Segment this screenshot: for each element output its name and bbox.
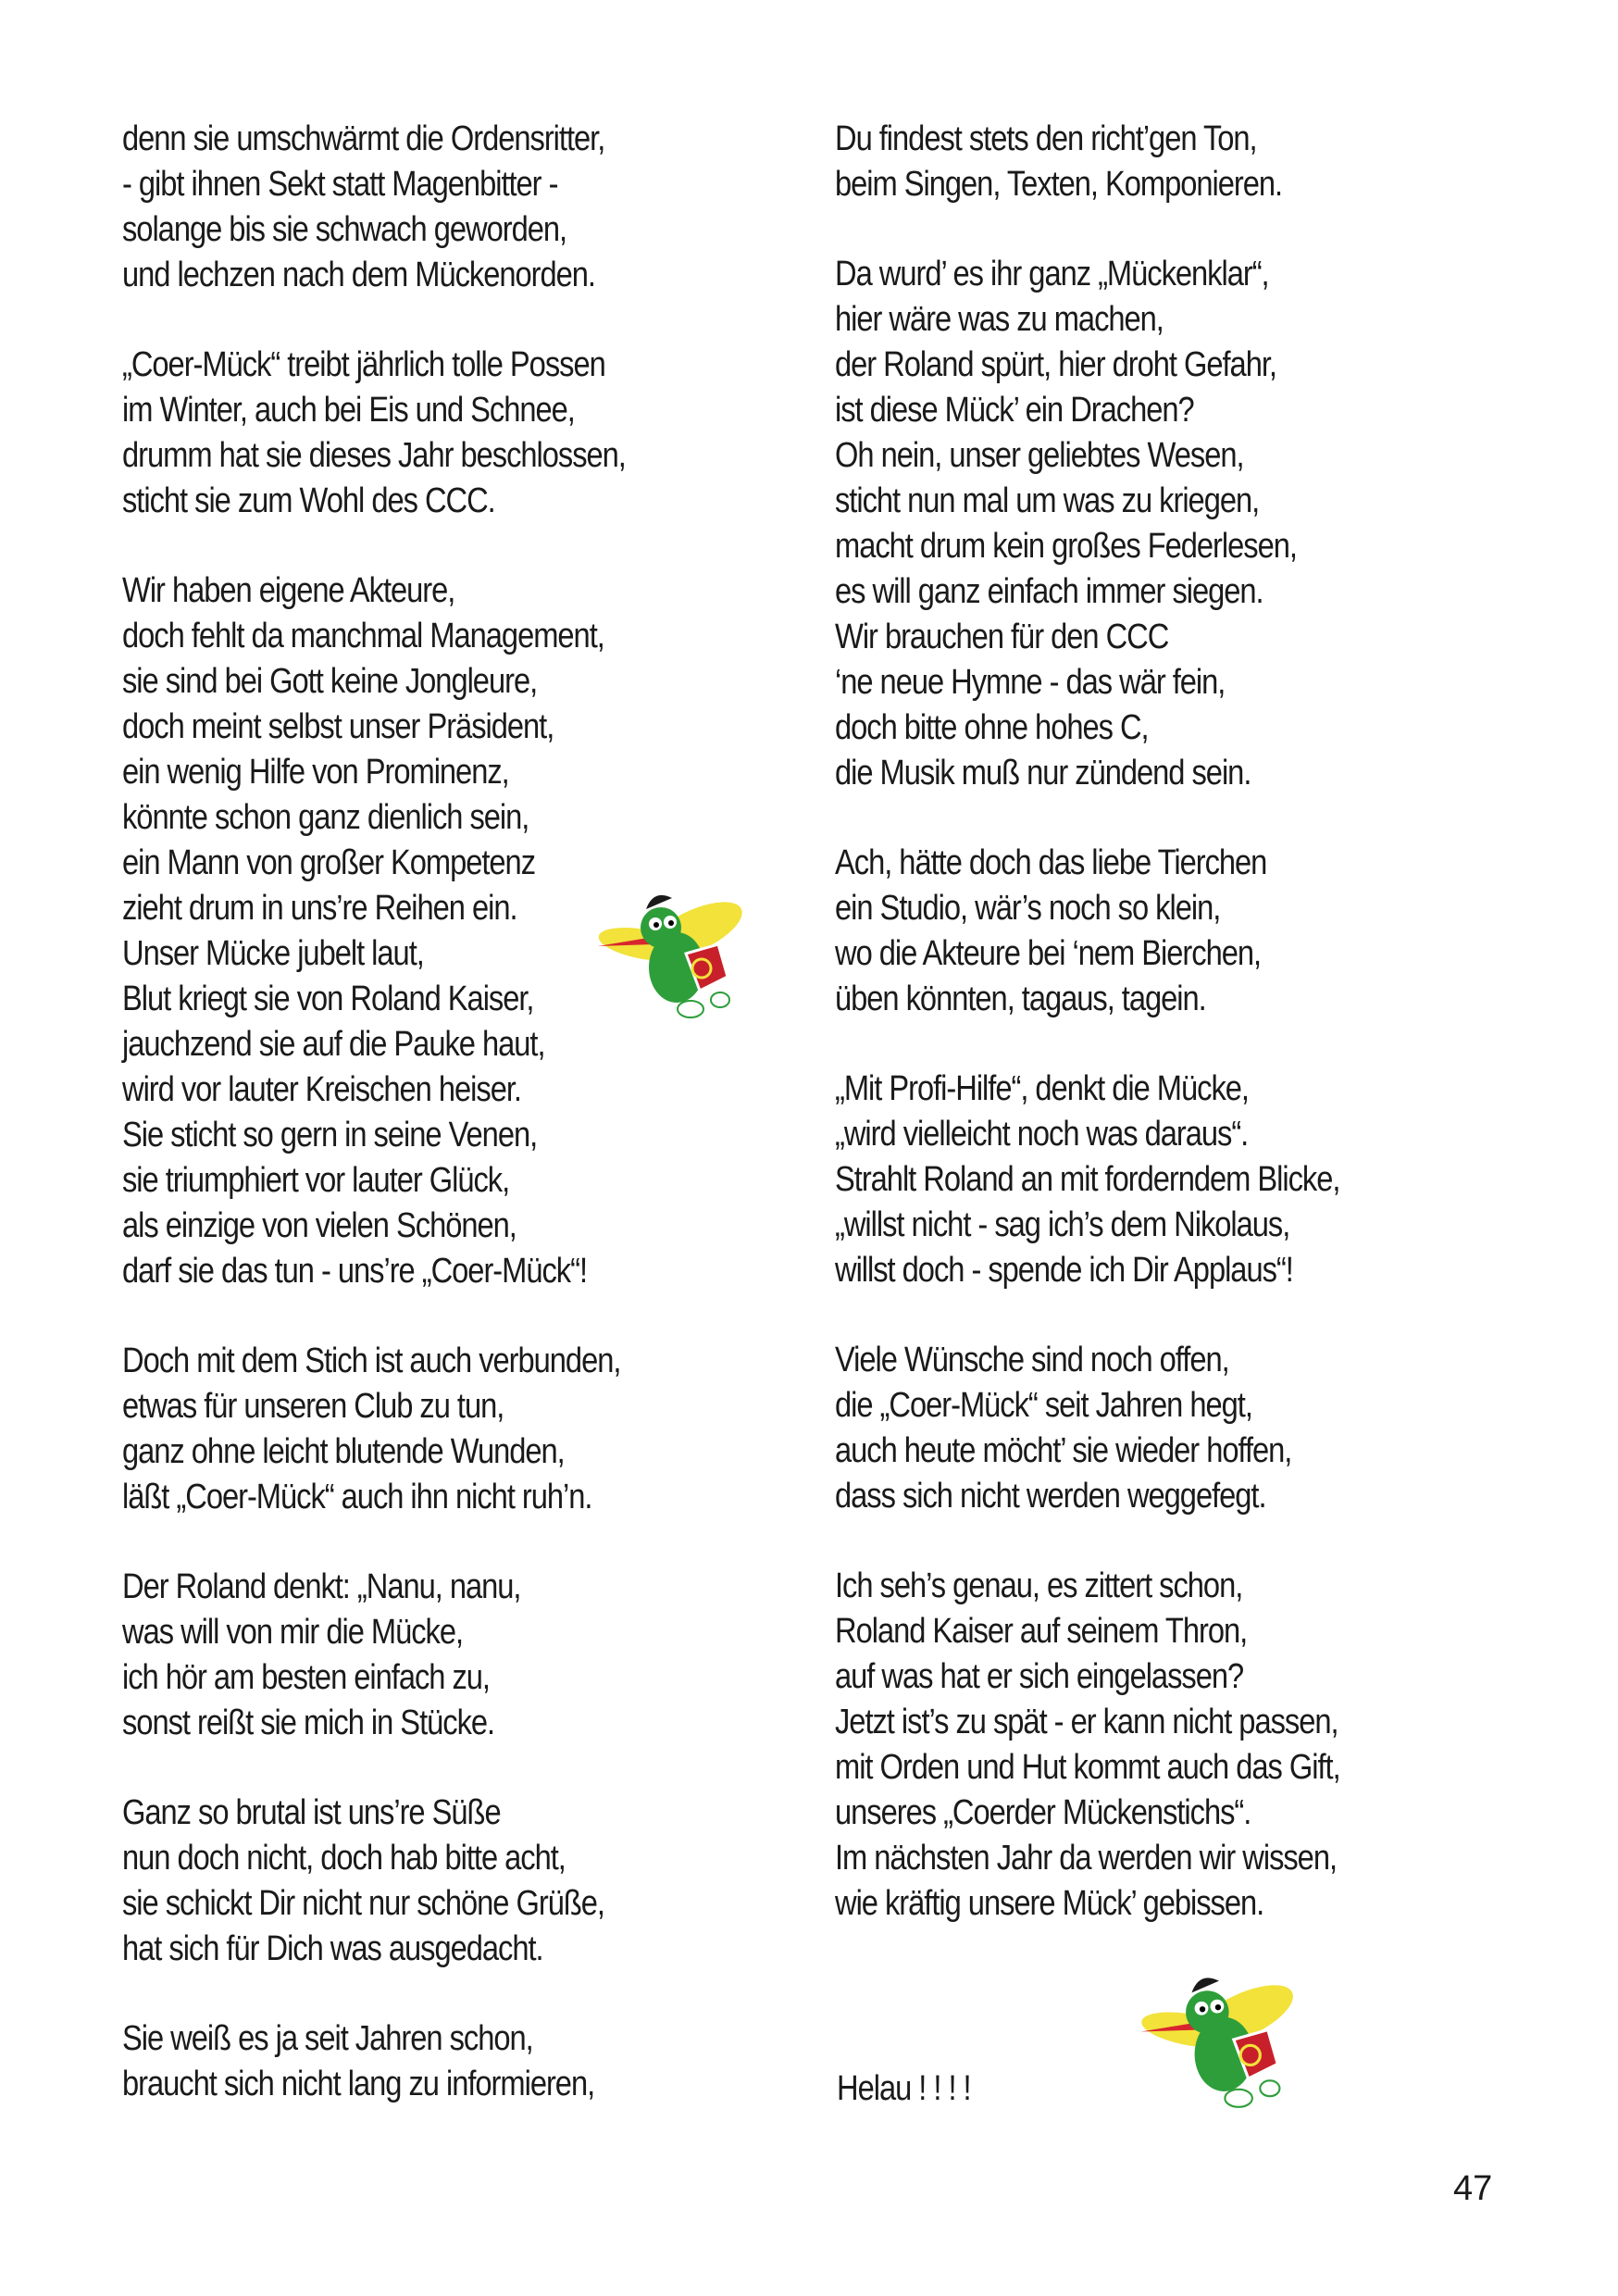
stanza [835, 117, 1483, 207]
poem-line: ein Mann von großer Kompetenz [122, 843, 536, 882]
stanza [122, 2016, 789, 2107]
poem-line: jauchzend sie auf die Pauke haut, [122, 1025, 545, 1064]
poem-line: als einzige von vielen Schönen, [122, 1206, 517, 1245]
stanza [122, 1565, 789, 1746]
poem-line: ein wenig Hilfe von Prominenz, [122, 753, 509, 792]
poem-line: „willst nicht - sag ich’s dem Nikolaus, [835, 1205, 1290, 1244]
poem-line: nun doch nicht, doch hab bitte acht, [122, 1839, 566, 1878]
poem-line: und lechzen nach dem Mückenorden. [122, 256, 595, 294]
poem-line: mit Orden und Hut kommt auch das Gift, [835, 1748, 1340, 1787]
poem-line: „Coer-Mück“ treibt jährlich tolle Possen [122, 345, 605, 384]
poem-line: denn sie umschwärmt die Ordensritter, [122, 119, 605, 158]
poem-line: - gibt ihnen Sekt statt Magenbitter - [122, 165, 558, 204]
poem-line: wo die Akteure bei ‘nem Bierchen, [835, 934, 1262, 973]
poem-line: sie triumphiert vor lauter Glück, [122, 1161, 510, 1200]
poem-line: ganz ohne leicht blutende Wunden, [122, 1432, 565, 1471]
poem-line: ich hör am besten einfach zu, [122, 1658, 490, 1697]
poem-line: braucht sich nicht lang zu informieren, [122, 2065, 595, 2103]
poem-line: doch meint selbst unser Präsident, [122, 707, 554, 746]
poem-line: auch heute möcht’ sie wieder hoffen, [835, 1431, 1292, 1470]
poem-line: hat sich für Dich was ausgedacht. [122, 1929, 543, 1968]
stanza [122, 343, 789, 524]
stanza [835, 1338, 1483, 1519]
stanza [835, 252, 1483, 796]
poem-line: läßt „Coer-Mück“ auch ihn nicht ruh’n. [122, 1478, 592, 1516]
poem-line: Du findest stets den richt’gen Ton, [835, 119, 1257, 158]
stanza [835, 1067, 1483, 1293]
poem-line: ein Studio, wär’s noch so klein, [835, 889, 1221, 928]
poem-line: solange bis sie schwach geworden, [122, 210, 567, 249]
mosquito-mascot-icon [1131, 1961, 1307, 2118]
poem-line: Unser Mücke jubelt laut, [122, 934, 424, 973]
poem-line: willst doch - spende ich Dir Applaus“! [835, 1251, 1293, 1290]
poem-line: ist diese Mück’ ein Drachen? [835, 391, 1194, 430]
poem-line: üben könnten, tagaus, tagein. [835, 980, 1206, 1018]
page-number: 47 [1453, 2169, 1493, 2208]
poem-line: Roland Kaiser auf seinem Thron, [835, 1612, 1248, 1651]
poem-line: „wird vielleicht noch was daraus“. [835, 1115, 1249, 1154]
poem-line: sie schickt Dir nicht nur schöne Grüße, [122, 1884, 604, 1923]
poem-line: Sie weiß es ja seit Jahren schon, [122, 2019, 533, 2058]
poem-line: etwas für unseren Club zu tun, [122, 1387, 504, 1426]
poem-line: zieht drum in uns’re Reihen ein. [122, 889, 517, 928]
poem-line: die „Coer-Mück“ seit Jahren hegt, [835, 1386, 1252, 1425]
poem-line: hier wäre was zu machen, [835, 300, 1164, 339]
poem-line: doch bitte ohne hohes C, [835, 708, 1149, 747]
poem-line: Im nächsten Jahr da werden wir wissen, [835, 1839, 1338, 1878]
poem-line: Wir haben eigene Akteure, [122, 571, 455, 610]
poem-line: Da wurd’ es ihr ganz „Mückenklar“, [835, 255, 1269, 293]
poem-line: Wir brauchen für den CCC [835, 618, 1169, 656]
poem-line: macht drum kein großes Federlesen, [835, 527, 1297, 566]
poem-line: unseres „Coerder Mückenstichs“. [835, 1793, 1251, 1832]
poem-line: Ach, hätte doch das liebe Tierchen [835, 843, 1267, 882]
poem-line: die Musik muß nur zündend sein. [835, 754, 1251, 792]
poem-line: doch fehlt da manchmal Management, [122, 617, 604, 655]
poem-line: Oh nein, unser geliebtes Wesen, [835, 436, 1244, 475]
poem-line: sticht sie zum Wohl des CCC. [122, 481, 495, 520]
stanza [122, 1791, 789, 1972]
poem-line: „Mit Profi-Hilfe“, denkt die Mücke, [835, 1069, 1249, 1108]
poem-line: sonst reißt sie mich in Stücke. [122, 1703, 495, 1742]
poem-line: Blut kriegt sie von Roland Kaiser, [122, 980, 534, 1018]
poem-line: der Roland spürt, hier droht Gefahr, [835, 345, 1276, 384]
poem-line: beim Singen, Texten, Komponieren. [835, 165, 1283, 204]
stanza [835, 1564, 1483, 1927]
poem-line: drumm hat sie dieses Jahr beschlossen, [122, 436, 626, 475]
poem-line: ‘ne neue Hymne - das wär fein, [835, 663, 1226, 702]
poem-left-column [122, 117, 789, 2152]
poem-line: könnte schon ganz dienlich sein, [122, 798, 529, 837]
poem-right-column [835, 117, 1483, 1971]
poem-line: dass sich nicht werden weggefegt. [835, 1477, 1266, 1516]
poem-line: was will von mir die Mücke, [122, 1613, 464, 1652]
stanza [122, 117, 789, 298]
poem-line: darf sie das tun - uns’re „Coer-Mück“! [122, 1252, 588, 1291]
poem-line: Sie sticht so gern in seine Venen, [122, 1116, 538, 1154]
poem-line: Jetzt ist’s zu spät - er kann nicht passen, [835, 1703, 1338, 1741]
mosquito-mascot-icon [589, 880, 755, 1028]
stanza [835, 841, 1483, 1022]
poem-line: sie sind bei Gott keine Jongleure, [122, 662, 538, 701]
stanza [122, 1339, 789, 1520]
poem-line: Ich seh’s genau, es zittert schon, [835, 1566, 1243, 1605]
poem-line: wird vor lauter Kreischen heiser. [122, 1070, 521, 1109]
closing-helau: Helau ! ! ! ! [837, 2069, 971, 2108]
poem-line: Der Roland denkt: „Nanu, nanu, [122, 1567, 521, 1606]
poem-line: Ganz so brutal ist uns’re Süße [122, 1793, 501, 1832]
poem-line: Doch mit dem Stich ist auch verbunden, [122, 1341, 621, 1380]
poem-line: Viele Wünsche sind noch offen, [835, 1341, 1229, 1379]
poem-line: sticht nun mal um was zu kriegen, [835, 481, 1260, 520]
poem-line: auf was hat er sich eingelassen? [835, 1657, 1244, 1696]
poem-line: es will ganz einfach immer siegen. [835, 572, 1263, 611]
poem-line: im Winter, auch bei Eis und Schnee, [122, 391, 575, 430]
poem-line: Strahlt Roland an mit forderndem Blicke, [835, 1160, 1340, 1199]
poem-line: wie kräftig unsere Mück’ gebissen. [835, 1884, 1264, 1923]
